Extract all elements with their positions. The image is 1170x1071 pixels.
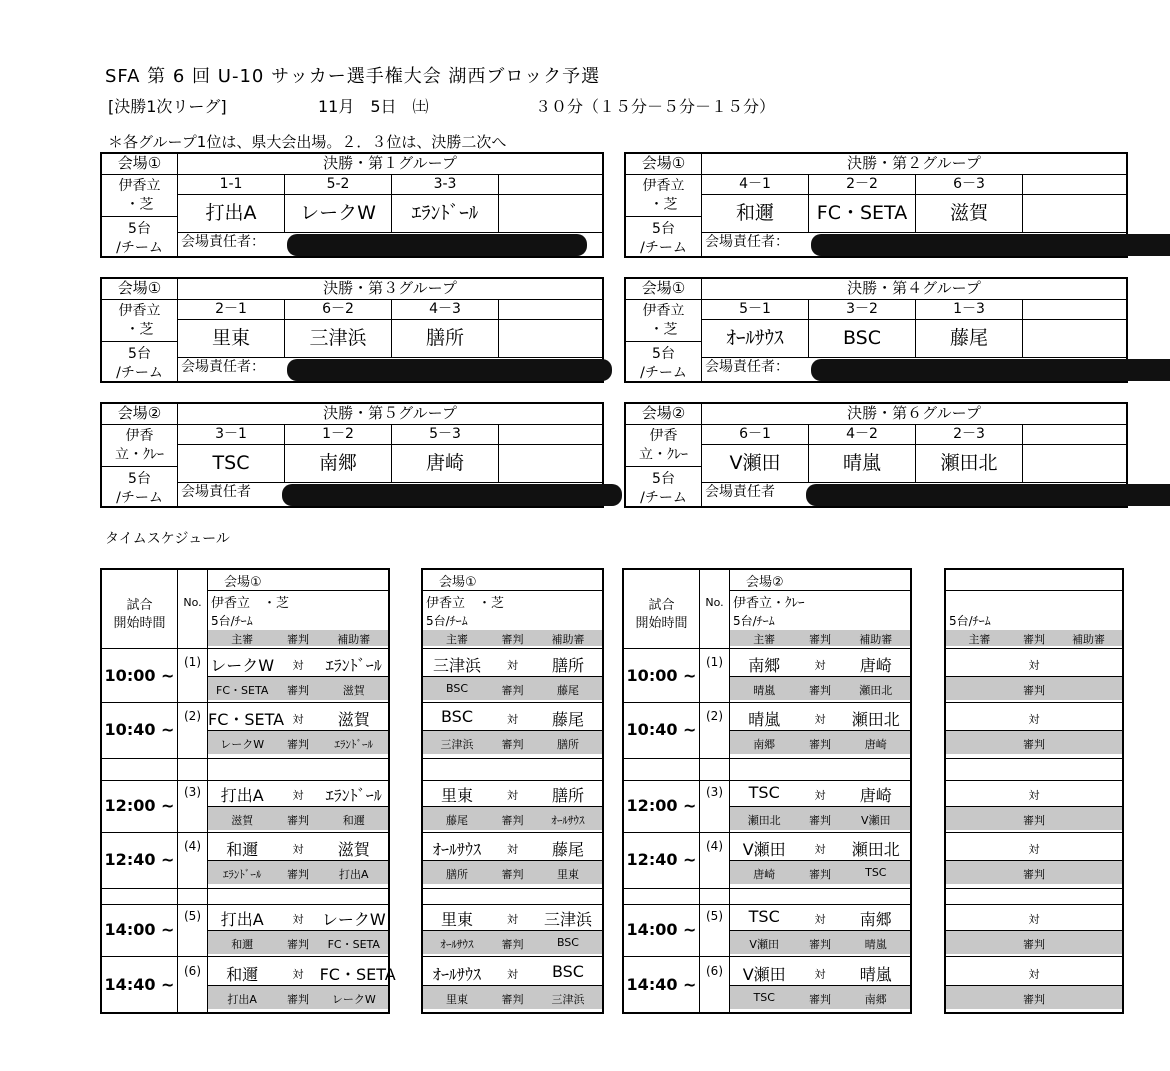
start-header-2: 開始時間 (635, 616, 688, 631)
versus-label: 対 (506, 968, 518, 981)
site-line-2: ・芝 (125, 197, 154, 213)
versus-label: 対 (506, 713, 518, 726)
home-team: 晴嵐 (748, 710, 781, 729)
match-number: (5) (706, 909, 723, 923)
main-referee-header: 主審 (231, 633, 254, 646)
group-code: 2－3 (916, 424, 1023, 444)
versus-label: 対 (506, 913, 518, 926)
match-number: (3) (706, 785, 723, 799)
group-code: 4－2 (809, 424, 916, 444)
capacity-line-2: /チーム (640, 240, 687, 256)
away-team: 唐崎 (859, 786, 892, 805)
main-referee-header: 主審 (968, 633, 991, 646)
group-team: 晴嵐 (809, 444, 916, 482)
versus-label: 対 (292, 659, 304, 672)
assistant-referee-header: 補助審 (551, 633, 585, 646)
group-team: 打出A (178, 194, 285, 232)
capacity-line-1: 5台 (102, 216, 177, 238)
home-team: TSC (748, 783, 780, 802)
group-venue: 会場① (102, 279, 178, 299)
main-referee-team: 晴嵐 (753, 684, 776, 697)
home-team: 打出A (220, 910, 264, 929)
referee-label: 審判 (286, 738, 309, 751)
versus-label: 対 (1028, 789, 1040, 802)
group-team (1023, 444, 1128, 482)
assistant-referee-team: 滋賀 (342, 684, 365, 697)
group-code: 6－3 (916, 174, 1023, 194)
match-start-time: 10:40 ~ (626, 720, 697, 739)
group-team: 膳所 (392, 319, 499, 357)
redaction-bar (282, 484, 622, 506)
main-referee-team: TSC (753, 991, 775, 1004)
versus-label: 対 (1028, 913, 1040, 926)
group-code: 1－3 (916, 299, 1023, 319)
site-line-1: 伊香立 (118, 303, 161, 319)
assistant-referee-team: BSC (556, 936, 579, 949)
group-team (499, 194, 604, 232)
match-start-time: 14:00 ~ (104, 920, 175, 939)
venue-manager-label: 会場責任者 (181, 484, 251, 500)
referee-label: 審判 (1022, 738, 1045, 751)
referee-label: 審判 (501, 814, 524, 827)
away-team: レークW (321, 910, 386, 929)
group-table-1 (100, 152, 604, 258)
match-number: (6) (184, 964, 201, 978)
group-team: 和邇 (702, 194, 809, 232)
group-code: 4－3 (392, 299, 499, 319)
referee-label: 審判 (808, 814, 831, 827)
match-start-time: 10:00 ~ (104, 666, 175, 685)
round-label: [決勝1次リーグ] (108, 97, 227, 116)
match-start-time: 12:00 ~ (626, 796, 697, 815)
group-team: ｴﾗﾝﾄﾞｰﾙ (392, 194, 499, 232)
site-line-1: 伊香立 (642, 178, 685, 194)
panel-capacity: 5台/ﾁｰﾑ (426, 614, 468, 628)
referee-label: 審判 (808, 993, 831, 1006)
group-site-cell (626, 174, 702, 256)
group-code: 3－2 (809, 299, 916, 319)
away-team: 膳所 (551, 786, 584, 805)
group-table-5 (100, 402, 604, 508)
versus-label: 対 (506, 789, 518, 802)
group-table-4 (624, 277, 1128, 383)
referee-label: 審判 (501, 684, 524, 697)
referee-label: 審判 (501, 993, 524, 1006)
referee-header: 審判 (1022, 633, 1045, 646)
versus-label: 対 (1028, 659, 1040, 672)
group-code: 6－2 (285, 299, 392, 319)
referee-label: 審判 (286, 684, 309, 697)
schedule-title: タイムスケジュール (105, 531, 230, 547)
main-referee-team: レークW (220, 738, 265, 751)
main-referee-team: ｴﾗﾝﾄﾞｰﾙ (222, 868, 262, 881)
versus-label: 対 (292, 913, 304, 926)
panel-site: 伊香立 ・芝 (426, 596, 505, 611)
away-team: 瀬田北 (851, 840, 900, 859)
away-team: FC・SETA (319, 965, 396, 984)
redaction-bar (287, 359, 612, 381)
home-team: BSC (440, 707, 474, 726)
home-team: FC・SETA (208, 710, 285, 729)
away-team: 三津浜 (543, 910, 592, 929)
group-team: 三津浜 (285, 319, 392, 357)
redaction-bar (811, 359, 1170, 381)
site-line-2: ・芝 (649, 197, 678, 213)
group-code: 6－1 (702, 424, 809, 444)
group-site-cell (102, 299, 178, 381)
referee-label: 審判 (808, 738, 831, 751)
home-team: レークW (210, 656, 275, 675)
main-referee-team: 唐崎 (753, 868, 776, 881)
main-referee-team: FC・SETA (216, 684, 269, 697)
schedule-panel-1 (100, 568, 396, 1014)
group-name: 決勝・第１グループ (323, 154, 457, 172)
assistant-referee-header: 補助審 (337, 633, 371, 646)
start-header-1: 試合 (648, 598, 675, 613)
site-line-1: 伊香 (125, 428, 154, 444)
panel-venue: 会場① (439, 575, 477, 590)
home-team: TSC (748, 907, 780, 926)
home-team: 三津浜 (433, 656, 482, 675)
away-team: 瀬田北 (851, 710, 900, 729)
group-team (1023, 319, 1128, 357)
referee-label: 審判 (286, 814, 309, 827)
versus-label: 対 (814, 843, 826, 856)
redaction-bar (811, 234, 1170, 256)
versus-label: 対 (814, 968, 826, 981)
capacity-line-2: /チーム (116, 240, 163, 256)
away-team: 南郷 (859, 910, 892, 929)
referee-header: 審判 (501, 633, 524, 646)
duration-label: ３０分（１５分－５分－１５分） (535, 97, 776, 116)
main-referee-team: 南郷 (753, 738, 776, 751)
group-team: 唐崎 (392, 444, 499, 482)
away-team: 藤尾 (551, 840, 584, 859)
group-table-3 (100, 277, 604, 383)
away-team: 滋賀 (337, 710, 370, 729)
assistant-referee-team: 三津浜 (551, 993, 585, 1006)
group-code (1023, 174, 1128, 194)
referee-label: 審判 (1022, 814, 1045, 827)
versus-label: 対 (814, 913, 826, 926)
group-team (499, 319, 604, 357)
group-team: 藤尾 (916, 319, 1023, 357)
schedule-panel-4 (944, 568, 1124, 1014)
main-referee-header: 主審 (446, 633, 468, 646)
group-site-cell (626, 299, 702, 381)
main-referee-team: 打出A (227, 993, 257, 1006)
capacity-line-2: /チーム (640, 365, 687, 381)
assistant-referee-team: 和邇 (342, 814, 365, 827)
panel-site: 伊香立・ｸﾚｰ (733, 596, 805, 611)
away-team: BSC (551, 962, 584, 981)
referee-label: 審判 (501, 868, 524, 881)
match-number: (3) (184, 785, 201, 799)
no-header: No. (705, 596, 724, 609)
site-line-1: 伊香立 (642, 303, 685, 319)
away-team: 膳所 (551, 656, 584, 675)
document-title: SFA 第 6 回 U-10 サッカー選手権大会 湖西ブロック予選 (105, 66, 601, 87)
main-referee-team: BSC (445, 682, 469, 695)
capacity-line-2: /チーム (640, 490, 687, 506)
assistant-referee-team: FC・SETA (327, 938, 380, 951)
referee-label: 審判 (1022, 993, 1045, 1006)
group-code: 2－1 (178, 299, 285, 319)
away-team: 唐崎 (859, 656, 892, 675)
group-code (499, 424, 604, 444)
venue-manager-label: 会場責任者： (705, 359, 789, 375)
group-code (1023, 299, 1128, 319)
main-referee-team: ｵｰﾙｻｳｽ (440, 938, 474, 951)
site-line-2: ・芝 (649, 322, 678, 338)
panel-venue: 会場② (746, 575, 784, 590)
match-number: (4) (184, 839, 201, 853)
group-team: 里東 (178, 319, 285, 357)
assistant-referee-team: TSC (865, 866, 887, 879)
assistant-referee-team: 里東 (556, 868, 579, 881)
versus-label: 対 (292, 843, 304, 856)
group-team: ｵｰﾙｻｳｽ (702, 319, 809, 357)
venue-manager-label: 会場責任者： (181, 234, 265, 250)
match-start-time: 10:00 ~ (626, 666, 697, 685)
referee-label: 審判 (808, 938, 831, 951)
group-site-cell (102, 174, 178, 256)
group-name: 決勝・第３グループ (323, 279, 457, 297)
site-line-1: 伊香立 (118, 178, 161, 194)
group-code: 2－2 (809, 174, 916, 194)
match-number: (6) (706, 964, 723, 978)
group-code (499, 299, 604, 319)
group-code: 3-3 (392, 174, 499, 194)
assistant-referee-team: V瀬田 (861, 814, 891, 827)
away-team: 晴嵐 (859, 965, 892, 984)
group-team (1023, 194, 1128, 232)
group-code: 5－3 (392, 424, 499, 444)
group-team (499, 444, 604, 482)
assistant-referee-team: レークW (331, 993, 376, 1006)
redaction-bar (806, 484, 1170, 506)
group-team: 瀬田北 (916, 444, 1023, 482)
group-venue: 会場② (626, 404, 702, 424)
group-name: 決勝・第２グループ (847, 154, 981, 172)
panel-venue: 会場① (224, 575, 262, 590)
versus-label: 対 (506, 659, 518, 672)
match-number: (2) (706, 709, 723, 723)
main-referee-team: 藤尾 (446, 814, 468, 827)
main-referee-team: 膳所 (446, 868, 468, 881)
group-code: 4－1 (702, 174, 809, 194)
match-start-time: 12:40 ~ (626, 850, 697, 869)
capacity-line-1: 5台 (626, 216, 701, 238)
assistant-referee-team: 瀬田北 (859, 684, 893, 697)
group-name: 決勝・第６グループ (847, 404, 981, 422)
no-header: No. (183, 596, 202, 609)
match-number: (4) (706, 839, 723, 853)
assistant-referee-team: 唐崎 (864, 738, 887, 751)
referee-header: 審判 (286, 633, 309, 646)
match-start-time: 10:40 ~ (104, 720, 175, 739)
away-team: ｴﾗﾝﾄﾞｰﾙ (325, 656, 382, 675)
match-number: (5) (184, 909, 201, 923)
site-line-2: ・芝 (125, 322, 154, 338)
capacity-line-1: 5台 (102, 341, 177, 363)
home-team: ｵｰﾙｻｳｽ (433, 840, 482, 859)
home-team: V瀬田 (742, 965, 786, 984)
capacity-line-2: /チーム (116, 365, 163, 381)
site-line-2: 立・ｸﾚｰ (115, 447, 164, 463)
group-venue: 会場② (102, 404, 178, 424)
referee-header: 審判 (808, 633, 831, 646)
referee-label: 審判 (1022, 868, 1045, 881)
group-code (1023, 424, 1128, 444)
capacity-line-1: 5台 (102, 466, 177, 488)
start-header-1: 試合 (126, 598, 153, 613)
match-start-time: 14:00 ~ (626, 920, 697, 939)
qualification-note: ＊各グループ1位は、県大会出場。２．３位は、決勝二次へ (108, 133, 507, 151)
home-team: 和邇 (226, 840, 259, 859)
versus-label: 対 (506, 843, 518, 856)
referee-label: 審判 (808, 868, 831, 881)
group-team: BSC (809, 319, 916, 357)
versus-label: 対 (814, 659, 826, 672)
schedule-panel-2 (421, 568, 604, 1014)
versus-label: 対 (292, 713, 304, 726)
panel-capacity: 5台/ﾁｰﾑ (211, 614, 253, 628)
versus-label: 対 (1028, 843, 1040, 856)
away-team: 滋賀 (337, 840, 370, 859)
group-team: 南郷 (285, 444, 392, 482)
assistant-referee-team: 膳所 (556, 738, 579, 751)
home-team: 里東 (441, 910, 474, 929)
group-code: 1-1 (178, 174, 285, 194)
assistant-referee-team: ｴﾗﾝﾄﾞｰﾙ (334, 738, 374, 751)
main-referee-team: 和邇 (231, 938, 254, 951)
group-venue: 会場① (626, 154, 702, 174)
main-referee-team: 三津浜 (440, 738, 474, 751)
home-team: 打出A (220, 786, 264, 805)
assistant-referee-header: 補助審 (859, 633, 893, 646)
group-venue: 会場① (102, 154, 178, 174)
group-team: レークW (285, 194, 392, 232)
home-team: 里東 (441, 786, 474, 805)
assistant-referee-team: 打出A (339, 868, 369, 881)
versus-label: 対 (1028, 968, 1040, 981)
group-code: 1－2 (285, 424, 392, 444)
referee-label: 審判 (501, 938, 524, 951)
versus-label: 対 (292, 968, 304, 981)
capacity-line-1: 5台 (626, 341, 701, 363)
match-start-time: 12:00 ~ (104, 796, 175, 815)
group-table-6 (624, 402, 1128, 508)
referee-label: 審判 (286, 993, 309, 1006)
assistant-referee-team: 晴嵐 (864, 938, 887, 951)
group-team: FC・SETA (809, 194, 916, 232)
group-site-cell (102, 424, 178, 506)
match-number: (2) (184, 709, 201, 723)
group-team: TSC (178, 444, 285, 482)
group-code: 5－1 (702, 299, 809, 319)
group-table-2 (624, 152, 1128, 258)
panel-capacity: 5台/ﾁｰﾑ (949, 614, 991, 628)
referee-label: 審判 (286, 938, 309, 951)
referee-label: 審判 (286, 868, 309, 881)
referee-label: 審判 (1022, 684, 1045, 697)
assistant-referee-team: 藤尾 (556, 684, 579, 697)
capacity-line-2: /チーム (116, 490, 163, 506)
match-number: (1) (184, 655, 201, 669)
main-referee-team: 滋賀 (231, 814, 254, 827)
match-number: (1) (706, 655, 723, 669)
referee-label: 審判 (1022, 938, 1045, 951)
main-referee-header: 主審 (753, 633, 776, 646)
home-team: V瀬田 (742, 840, 786, 859)
away-team: ｴﾗﾝﾄﾞｰﾙ (325, 786, 382, 805)
group-name: 決勝・第５グループ (323, 404, 457, 422)
group-code: 3－1 (178, 424, 285, 444)
assistant-referee-header: 補助審 (1072, 633, 1106, 646)
schedule-panel-3 (622, 568, 912, 1014)
assistant-referee-team: ｵｰﾙｻｳｽ (551, 814, 585, 827)
panel-capacity: 5台/ﾁｰﾑ (733, 614, 775, 628)
main-referee-team: V瀬田 (749, 938, 779, 951)
match-start-time: 12:40 ~ (104, 850, 175, 869)
group-code: 5-2 (285, 174, 392, 194)
venue-manager-label: 会場責任者： (181, 359, 265, 375)
versus-label: 対 (292, 789, 304, 802)
away-team: 藤尾 (551, 710, 584, 729)
referee-label: 審判 (808, 684, 831, 697)
date-label: 11月 5日 ㈯ (318, 97, 429, 116)
group-site-cell (626, 424, 702, 506)
home-team: 和邇 (226, 965, 259, 984)
site-line-1: 伊香 (649, 428, 678, 444)
referee-label: 審判 (501, 738, 524, 751)
group-name: 決勝・第４グループ (847, 279, 981, 297)
site-line-2: 立・ｸﾚｰ (639, 447, 688, 463)
home-team: 南郷 (748, 656, 781, 675)
home-team: ｵｰﾙｻｳｽ (433, 965, 482, 984)
group-team: V瀬田 (702, 444, 809, 482)
match-start-time: 14:40 ~ (104, 975, 175, 994)
main-referee-team: 里東 (446, 993, 468, 1006)
assistant-referee-team: 南郷 (864, 993, 887, 1006)
match-start-time: 14:40 ~ (626, 975, 697, 994)
versus-label: 対 (814, 713, 826, 726)
group-venue: 会場① (626, 279, 702, 299)
main-referee-team: 瀬田北 (747, 814, 781, 827)
group-code (499, 174, 604, 194)
redaction-bar (287, 234, 587, 256)
versus-label: 対 (1028, 713, 1040, 726)
venue-manager-label: 会場責任者 (705, 484, 775, 500)
start-header-2: 開始時間 (113, 616, 166, 631)
versus-label: 対 (814, 789, 826, 802)
panel-site: 伊香立 ・芝 (211, 596, 290, 611)
capacity-line-1: 5台 (626, 466, 701, 488)
group-team: 滋賀 (916, 194, 1023, 232)
venue-manager-label: 会場責任者： (705, 234, 789, 250)
